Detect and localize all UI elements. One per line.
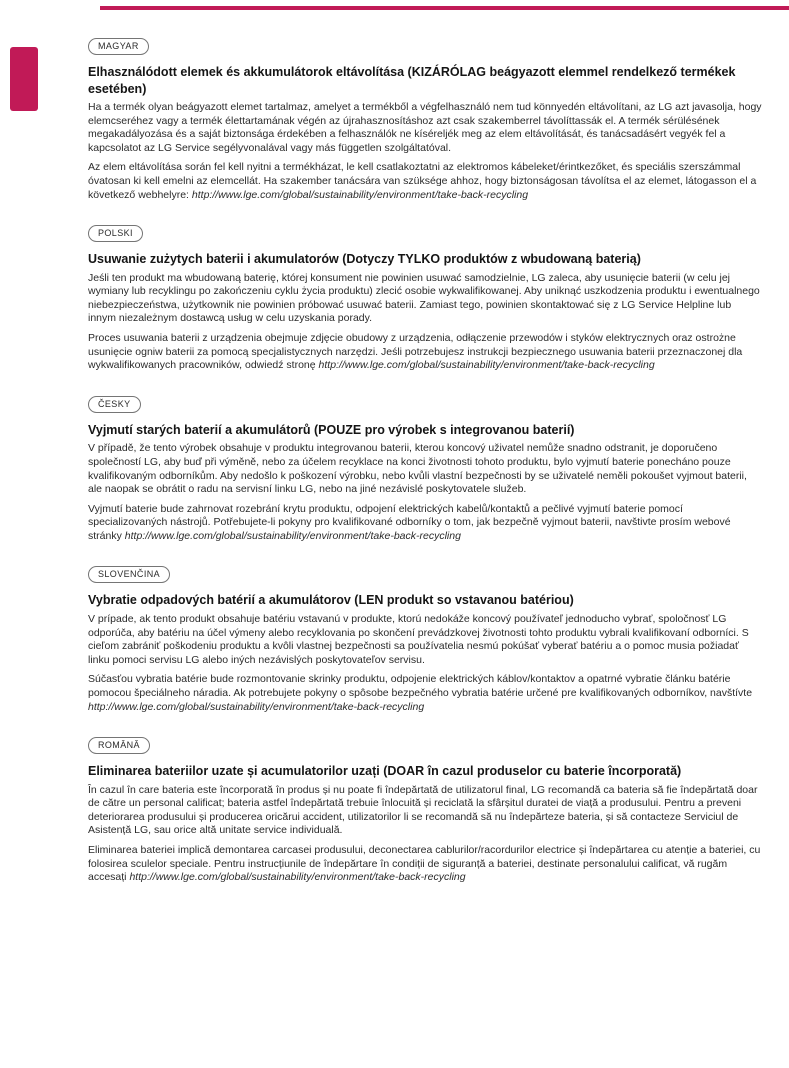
section-heading: Vyjmutí starých baterií a akumulátorů (POUZE pro výrobek s integrovanou baterií) bbox=[88, 422, 575, 437]
takeback-url-text: http://www.lge.com/global/sustainability/environment/take-back-recycling bbox=[318, 359, 655, 372]
paragraph bbox=[88, 161, 762, 202]
paragraph-text: Ha a termék olyan beágyazott elemet tartalmaz, amelyet a termékből a végfelhasználó nem tud könnyedén eltávolítani, az LG azt javasolja, hogy elemcseréhez vagy a termék élettartamának végén az újrahasznosításhoz azt csak szakemberrel távolíttassák el. A termék sérülésének megakadályozása és a saját biztonsága érdekében a felhasználók ne kíséreljék meg az elem eltávolítását, és tanácsadásért vegyék fel a kapcsolatot az LG Service segélyvonalával vagy más független szolgáltatóval. bbox=[88, 101, 762, 154]
top-accent-rule bbox=[100, 6, 789, 10]
paragraph-text: Jeśli ten produkt ma wbudowaną baterię, której konsument nie powinien usuwać samodzielnie, LG zaleca, aby usunięcie baterii (w celu jej wymiany lub recyklingu po zakończeniu cyklu życia produktu) zlecić osobie wykwalifikowanej. Aby uniknąć uszkodzenia produktu i ewentualnego niebezpieczeństwa, użytkownik nie powinien próbować usuwać baterii. Zamiast tego, powinien skontaktować się z LG Service Helpline lub innym niezależnym dostawcą usług w celu uzyskania porady. bbox=[88, 271, 760, 325]
section-cesky bbox=[88, 394, 762, 544]
paragraph bbox=[88, 332, 762, 373]
paragraph-text: Súčasťou vybratia batérie bude rozmontovanie skrinky produktu, odpojenie elektrických káblov/kontaktov a opatrné vybratie článku batérie pomocou špeciálneho náradia. Ak potrebujete pokyny o spôsobe bezpečného vybratia batérie určené pre kvalifikovaných odborníkov, navštívte bbox=[88, 673, 753, 699]
paragraph bbox=[88, 784, 762, 838]
paragraph bbox=[88, 613, 762, 667]
paragraph-text: Vyjmutí baterie bude zahrnovat rozebrání krytu produktu, odpojení elektrických kabelů/kontaktů a pečlivé vyjmutí baterie pomocí specializovaných nástrojů. Potřebujete-li pokyny pro kvalifikované odborníky o tom, jak bezpečně vyjmout baterii, navštivte prosím webové stránky bbox=[88, 502, 731, 542]
section-romana bbox=[88, 735, 762, 885]
paragraph bbox=[88, 673, 762, 714]
paragraph bbox=[88, 442, 762, 496]
paragraph bbox=[88, 101, 762, 155]
paragraph-text: V případě, že tento výrobek obsahuje v produktu integrovanou baterii, kterou koncový uživatel nemůže snadno odstranit, je doporučeno společností LG, aby buď při výměně, nebo za účelem recyklace na konci životnosti tohoto produktu, bylo vyjmutí baterie ponecháno pouze kvalifikovaným odborníkům. Aby nedošlo k poškození výrobku, nebo kvůli vlastní bezpečnosti by se uživatelé neměli pokoušet vyjmout baterii, ale naopak se obrátit o radu na servisní linku LG, nebo na jiné nezávislé poskytovatele služeb. bbox=[88, 442, 747, 496]
section-heading: Vybratie odpadových batérií a akumulátorov (LEN produkt so vstavanou batériou) bbox=[88, 593, 574, 608]
takeback-url-text: http://www.lge.com/global/sustainability/environment/take-back-recycling bbox=[88, 700, 425, 713]
takeback-url-text: http://www.lge.com/global/sustainability/environment/take-back-recycling bbox=[124, 529, 461, 542]
paragraph bbox=[88, 844, 762, 885]
section-polski bbox=[88, 223, 762, 373]
document-content bbox=[88, 36, 762, 906]
section-heading: Eliminarea bateriilor uzate și acumulatorilor uzați (DOAR în cazul produselor cu baterie încorporată) bbox=[88, 764, 682, 779]
paragraph-text: Eliminarea bateriei implică demontarea carcasei produsului, deconectarea cablurilor/racordurilor electrice și îndepărtarea cu atenție a bateriei, cu folosirea sculelor speciale. Pentru instrucțiunile de îndepărtare în condiții de siguranță a bateriei, destinate personalului calificat, vă rugăm accesați bbox=[88, 844, 761, 884]
paragraph bbox=[88, 272, 762, 326]
section-heading: Elhasználódott elemek és akkumulátorok eltávolítása (KIZÁRÓLAG beágyazott elemmel rendelkező termékek esetében) bbox=[88, 65, 736, 96]
paragraph-text: Proces usuwania baterii z urządzenia obejmuje zdjęcie obudowy z urządzenia, odłączenie przewodów i styków elektrycznych oraz ostrożne usunięcie ogniw baterii za pomocą specjalistycznych narzędzi. Jeśli potrzebujesz instrukcji bezpiecznego usuwania baterii przeznaczonej dla wykwalifikowanych pracowników, odwiedź stronę bbox=[88, 332, 743, 372]
paragraph bbox=[88, 503, 762, 544]
side-accent-tab bbox=[10, 47, 38, 111]
language-badge: ROMÂNĂ bbox=[88, 737, 150, 754]
paragraph-text: În cazul în care bateria este încorporată în produs și nu poate fi îndepărtată de utilizatorul final, LG recomandă ca bateria să fie îndepărtată doar de către un personal calificat; bateria astfel îndepărtată trebuie înlocuită și reciclată la sfârșitul duratei de viață a produsului. Pentru a preveni deteriorarea produsului și producerea oricărui accident, utilizatorilor li se recomandă să nu îndepărteze bateria, și să contacteze Serviciul de Asistență LG, sau orice altă unitate service individuală. bbox=[88, 783, 758, 837]
takeback-url-text: http://www.lge.com/global/sustainability/environment/take-back-recycling bbox=[129, 871, 466, 884]
paragraph-text: Az elem eltávolítása során fel kell nyitni a termékházat, le kell csatlakoztatni az elektromos kábeleket/érintkezőket, és speciális szerszámmal óvatosan ki kell emelni az elemcellát. Ha szakember tanácsára van szüksége ahhoz, hogy biztonságosan távolítsa el az elemet, látogasson el a következő webhelyre: bbox=[88, 161, 757, 201]
paragraph-text: V prípade, ak tento produkt obsahuje batériu vstavanú v produkte, ktorú nedokáže koncový používateľ jednoducho vybrať, spoločnosť LG odporúča, aby batériu na účel výmeny alebo recyklovania po skončení prevádzkovej životnosti tohto produktu vybrali kvalifikovaní odborníci. S cieľom zabrániť poškodeniu produktu a kvôli vlastnej bezpečnosti sa používatelia nesmú pokúšať vyberať batériu a o pomoc musia požiadať linku pomoci servisu LG alebo iných nezávislých poskytovateľov servisu. bbox=[88, 612, 749, 666]
section-magyar bbox=[88, 36, 762, 202]
section-slovencina bbox=[88, 564, 762, 714]
section-heading: Usuwanie zużytych baterii i akumulatorów (Dotyczy TYLKO produktów z wbudowaną baterią) bbox=[88, 252, 641, 267]
language-badge: SLOVENČINA bbox=[88, 566, 170, 583]
takeback-url-text: http://www.lge.com/global/sustainability/environment/take-back-recycling bbox=[191, 188, 529, 201]
language-badge: MAGYAR bbox=[88, 38, 149, 55]
language-badge: POLSKI bbox=[88, 225, 143, 242]
language-badge: ČESKY bbox=[88, 396, 141, 413]
